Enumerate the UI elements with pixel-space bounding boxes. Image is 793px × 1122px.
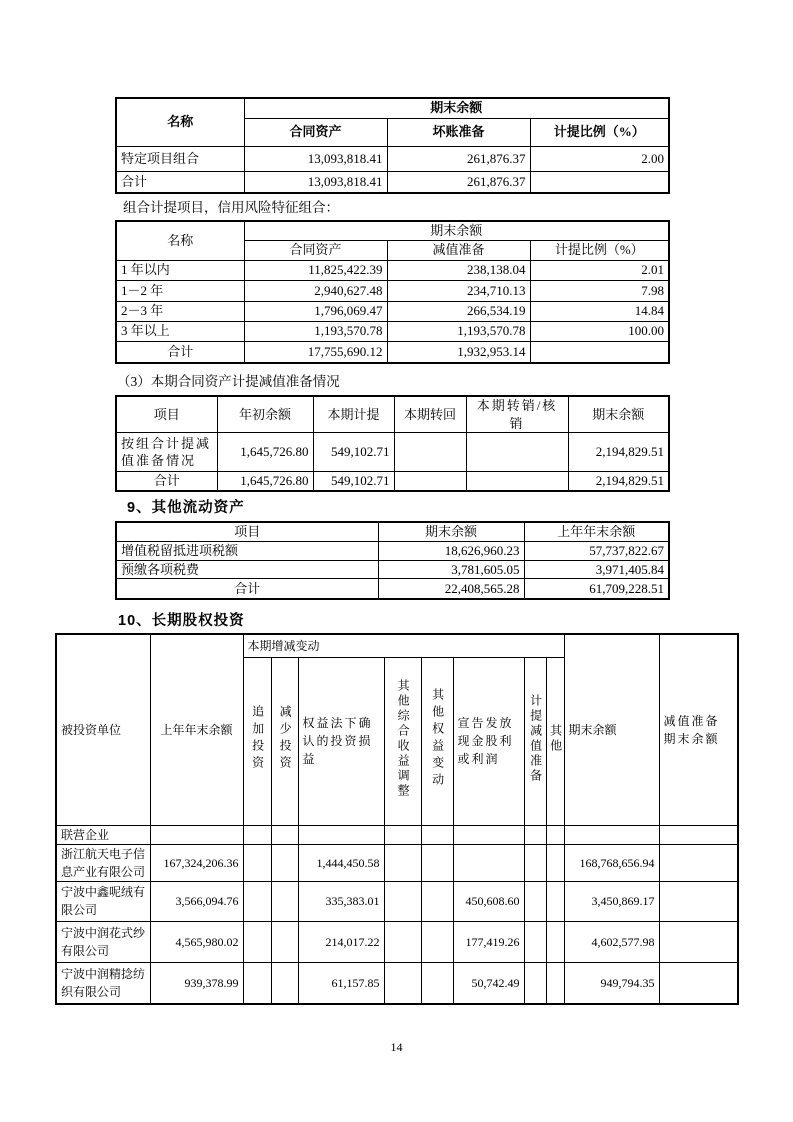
cell-value (421, 962, 453, 1004)
cell-value: 238,138.04 (387, 260, 530, 280)
row-label: 宁波中鑫呢绒有限公司 (56, 881, 150, 921)
column-header: 本期转销/核销 (466, 396, 568, 433)
table-row (116, 321, 669, 341)
cell-value: 2.01 (530, 260, 669, 280)
other-current-assets-table (115, 521, 670, 600)
column-header: 项目 (116, 396, 217, 433)
cell-value (384, 844, 421, 881)
column-header: 权益法下确认的投资损益 (298, 657, 384, 825)
table-row (116, 560, 669, 579)
table-header-row (56, 634, 738, 657)
cell-value (298, 825, 384, 844)
row-label: 合计 (116, 171, 244, 193)
cell-value: 177,419.26 (453, 921, 524, 962)
cell-value: 1,193,570.78 (244, 321, 387, 341)
cell-value: 549,102.71 (313, 433, 394, 472)
row-label: 3 年以上 (116, 321, 244, 341)
row-label: 合计 (116, 341, 244, 363)
cell-value: 939,378.99 (150, 962, 243, 1004)
cell-value (564, 825, 659, 844)
cell-value (546, 962, 564, 1004)
cell-value: 57,737,822.67 (524, 541, 669, 560)
table-row (116, 472, 669, 491)
cell-value: 335,383.01 (298, 881, 384, 921)
cell-value (546, 881, 564, 921)
cell-value (421, 881, 453, 921)
row-label: 联营企业 (56, 825, 150, 844)
long-term-equity-heading: 10、长期股权投资 (118, 613, 245, 629)
table-row (56, 962, 738, 1004)
cell-value: 168,768,656.94 (564, 844, 659, 881)
cell-value: 450,608.60 (453, 881, 524, 921)
cell-value (453, 825, 524, 844)
cell-value (243, 844, 271, 881)
column-header: 减值准备 (387, 240, 530, 260)
column-header: 其他 (546, 657, 564, 825)
column-header: 被投资单位 (56, 634, 150, 825)
column-header: 减值准备期末余额 (659, 634, 738, 825)
column-header: 上年年末余额 (524, 522, 669, 541)
cell-value (524, 921, 546, 962)
cell-value (524, 881, 546, 921)
table-row (56, 844, 738, 881)
cell-value (530, 341, 669, 363)
column-header: 其他综合收益调整 (384, 657, 421, 825)
table-header-row (116, 396, 669, 433)
cell-value: 1,932,953.14 (387, 341, 530, 363)
column-header: 其他权益变动 (421, 657, 453, 825)
column-header: 期末余额 (568, 396, 669, 433)
cell-value: 50,742.49 (453, 962, 524, 1004)
column-group-header: 期末余额 (244, 221, 669, 240)
cell-value: 18,626,960.23 (378, 541, 524, 560)
column-header: 宣告发放现金股利或利润 (453, 657, 524, 825)
cell-value: 2.00 (530, 146, 669, 171)
cell-value (524, 825, 546, 844)
table-row (116, 541, 669, 560)
cell-value (384, 921, 421, 962)
column-header: 计提减值准备 (524, 657, 546, 825)
row-label: 合计 (116, 579, 378, 599)
cell-value: 949,794.35 (564, 962, 659, 1004)
cell-value (421, 921, 453, 962)
cell-value (546, 844, 564, 881)
table-row (116, 341, 669, 363)
cell-value: 4,602,577.98 (564, 921, 659, 962)
long-term-equity-table (55, 633, 739, 1005)
other-current-assets-heading: 9、其他流动资产 (127, 500, 245, 516)
table-row (116, 146, 669, 171)
row-label: 浙江航天电子信息产业有限公司 (56, 844, 150, 881)
provision-section-heading: （3）本期合同资产计提减值准备情况 (117, 374, 340, 389)
column-header: 追加投资 (243, 657, 271, 825)
column-header: 计提比例（%） (530, 240, 669, 260)
column-header: 本期转回 (394, 396, 466, 433)
row-label: 宁波中润花式纱有限公司 (56, 921, 150, 962)
cell-value (394, 472, 466, 491)
cell-value (421, 825, 453, 844)
cell-value: 100.00 (530, 321, 669, 341)
cell-value: 261,876.37 (387, 146, 530, 171)
cell-value (384, 962, 421, 1004)
cell-value (659, 962, 738, 1004)
cell-value: 2,194,829.51 (568, 472, 669, 491)
cell-value: 2,194,829.51 (568, 433, 669, 472)
table-row (116, 301, 669, 321)
row-label: 1 年以内 (116, 260, 244, 280)
row-label: 2－3 年 (116, 301, 244, 321)
row-label: 预缴各项税费 (116, 560, 378, 579)
column-header: 计提比例（%） (530, 118, 669, 146)
cell-value (384, 825, 421, 844)
cell-value: 1,444,450.58 (298, 844, 384, 881)
row-label: 增值税留抵进项税额 (116, 541, 378, 560)
row-label: 特定项目组合 (116, 146, 244, 171)
table-header-row (116, 522, 669, 541)
cell-value (546, 921, 564, 962)
table-header-row (116, 221, 669, 240)
cell-value (659, 844, 738, 881)
cell-value: 261,876.37 (387, 171, 530, 193)
cell-value: 4,565,980.02 (150, 921, 243, 962)
cell-value: 22,408,565.28 (378, 579, 524, 599)
cell-value: 61,709,228.51 (524, 579, 669, 599)
column-header: 名称 (116, 221, 244, 260)
column-header: 本期计提 (313, 396, 394, 433)
table-row (56, 921, 738, 962)
column-header: 减少投资 (271, 657, 298, 825)
cell-value (271, 825, 298, 844)
page-number: 14 (390, 1040, 403, 1054)
cell-value (466, 433, 568, 472)
column-group-header: 期末余额 (244, 98, 669, 118)
column-header: 期末余额 (378, 522, 524, 541)
cell-value: 14.84 (530, 301, 669, 321)
cell-value: 7.98 (530, 280, 669, 301)
cell-value (659, 825, 738, 844)
cell-value (659, 881, 738, 921)
cell-value: 13,093,818.41 (244, 146, 387, 171)
column-header: 合同资产 (244, 240, 387, 260)
column-header: 名称 (116, 98, 244, 146)
column-header: 上年年末余额 (150, 634, 243, 825)
cell-value: 234,710.13 (387, 280, 530, 301)
credit-risk-portfolio-table (115, 220, 670, 364)
cell-value: 3,971,405.84 (524, 560, 669, 579)
cell-value (546, 825, 564, 844)
table-row (116, 260, 669, 280)
cell-value: 3,781,605.05 (378, 560, 524, 579)
cell-value (271, 921, 298, 962)
cell-value: 167,324,206.36 (150, 844, 243, 881)
cell-value: 214,017.22 (298, 921, 384, 962)
column-header: 年初余额 (217, 396, 313, 433)
cell-value (150, 825, 243, 844)
portfolio-note-text: 组合计提项目，信用风险特征组合： (123, 200, 339, 215)
table-header-row (116, 98, 669, 118)
cell-value (271, 881, 298, 921)
cell-value: 1,193,570.78 (387, 321, 530, 341)
cell-value (659, 921, 738, 962)
cell-value: 1,796,069.47 (244, 301, 387, 321)
table-row (116, 280, 669, 301)
column-group-header: 本期增减变动 (243, 634, 564, 657)
cell-value: 2,940,627.48 (244, 280, 387, 301)
table-row (56, 881, 738, 921)
column-header: 项目 (116, 522, 378, 541)
table-row (56, 825, 738, 844)
cell-value: 61,157.85 (298, 962, 384, 1004)
row-label: 宁波中润精捻纺织有限公司 (56, 962, 150, 1004)
cell-value: 1,645,726.80 (217, 472, 313, 491)
cell-value (243, 825, 271, 844)
cell-value (271, 962, 298, 1004)
row-label: 合计 (116, 472, 217, 491)
cell-value: 3,450,869.17 (564, 881, 659, 921)
cell-value (243, 962, 271, 1004)
cell-value (271, 844, 298, 881)
column-header: 期末余额 (564, 634, 659, 825)
cell-value: 1,645,726.80 (217, 433, 313, 472)
row-label: 按组合计提减值准备情况 (116, 433, 217, 472)
table-row (116, 579, 669, 599)
column-header: 坏账准备 (387, 118, 530, 146)
cell-value: 11,825,422.39 (244, 260, 387, 280)
row-label: 1－2 年 (116, 280, 244, 301)
cell-value (453, 844, 524, 881)
cell-value: 3,566,094.76 (150, 881, 243, 921)
cell-value (421, 844, 453, 881)
column-header: 合同资产 (244, 118, 387, 146)
cell-value: 549,102.71 (313, 472, 394, 491)
cell-value (524, 962, 546, 1004)
cell-value: 13,093,818.41 (244, 171, 387, 193)
cell-value (384, 881, 421, 921)
cell-value (243, 921, 271, 962)
cell-value (524, 844, 546, 881)
table-row (116, 171, 669, 193)
table-row (116, 433, 669, 472)
specific-portfolio-table (115, 97, 670, 194)
cell-value (243, 881, 271, 921)
cell-value: 266,534.19 (387, 301, 530, 321)
cell-value (394, 433, 466, 472)
cell-value (530, 171, 669, 193)
cell-value: 17,755,690.12 (244, 341, 387, 363)
impairment-provision-table (115, 395, 670, 492)
cell-value (466, 472, 568, 491)
